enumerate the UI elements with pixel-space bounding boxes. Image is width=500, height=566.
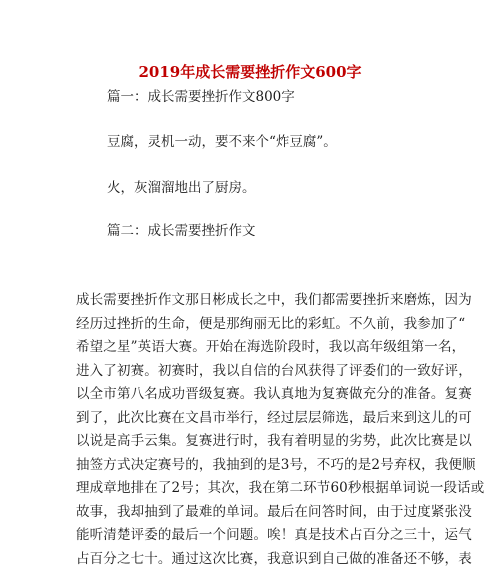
paragraph-line: 到了，此次比赛在文昌市举行，经过层层筛选，最后来到这儿的可: [76, 409, 472, 426]
paragraph-line: 占百分之七十。通过这次比赛，我意识到自己做的准备还不够，表: [76, 550, 472, 566]
paragraph-line: 抽签方式决定赛号的，我抽到的是3号，不巧的是2号弃权，我便顺: [76, 456, 476, 473]
paragraph-line: 希望之星”英语大赛。开始在海选阶段时，我以高年级组第一名，: [76, 339, 466, 355]
paragraph-line: 进入了初赛。初赛时，我以自信的台风获得了评委们的一致好评，: [76, 362, 472, 379]
paragraph-line: 故事，我却抽到了最难的单词。最后在问答时间，由于过度紧张没: [76, 503, 472, 520]
paragraph-line: 成长需要挫折作文那日彬成长之中，我们都需要挫折来磨炼，因为: [76, 292, 472, 308]
line-fire: 火，灰溜溜地出了厨房。: [107, 180, 256, 196]
paragraph-line: 能听清楚评委的最后一个问题。唉！真是技术占百分之三十，运气: [76, 527, 472, 543]
paragraph-line: 以说是高手云集。复赛进行时，我有着明显的劣势，此次比赛是以: [76, 433, 472, 449]
paragraph-line: 理成章地排在了2号；其次，我在第二环节60秒根据单词说一段话或: [76, 480, 485, 496]
document-title: 2019年成长需要挫折作文600字: [138, 63, 362, 81]
section1-heading: 篇一：成长需要挫折作文800字: [107, 89, 295, 105]
paragraph-line: 以全市第八名成功晋级复赛。我认真地为复赛做充分的准备。复赛: [76, 386, 472, 402]
body-paragraph: [76, 289, 485, 566]
line-tofu: 豆腐，灵机一动，要不来个“炸豆腐”。: [107, 134, 337, 150]
paragraph-line: 经历过挫折的生命，便是那绚丽无比的彩虹。不久前，我参加了“: [76, 315, 466, 332]
section2-heading: 篇二：成长需要挫折作文: [107, 223, 256, 239]
